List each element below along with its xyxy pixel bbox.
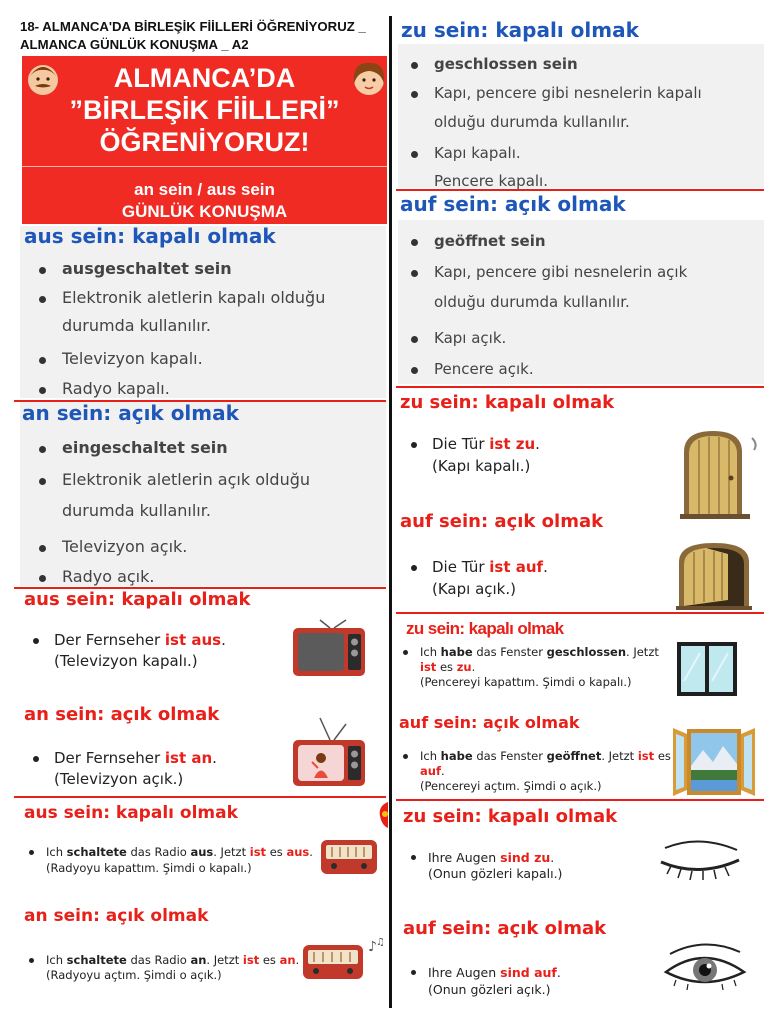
verb-highlight: ist aus	[164, 631, 222, 649]
section-divider	[396, 386, 764, 388]
verb-highlight: ist	[249, 845, 267, 859]
sentence-part: Ich	[420, 645, 438, 659]
bullet-continuation: durumda kullanılır.	[62, 316, 211, 335]
banner-title	[22, 62, 387, 158]
translation: (Kapı açık.)	[432, 580, 516, 598]
bullet-item: Pencere açık.	[434, 360, 534, 378]
section-heading: an sein: açık olmak	[22, 401, 239, 425]
verb-bold: schaltete	[66, 953, 127, 967]
sentence-part: das Radio	[130, 953, 187, 967]
verb-bold: habe	[440, 749, 473, 763]
section-heading: auf sein: açık olmak	[399, 713, 580, 732]
particle-bold: an	[190, 953, 207, 967]
participle-bold: geöffnet	[546, 749, 602, 763]
particle-bold: aus	[190, 845, 214, 859]
verb-highlight: aus	[286, 845, 310, 859]
sentence-part: .	[295, 953, 300, 967]
sentence-part: es	[439, 660, 454, 674]
verb-highlight: auf	[420, 764, 441, 778]
section-heading: auf sein: açık olmak	[400, 192, 626, 216]
radio-off-icon	[320, 838, 378, 876]
sentence-part: es	[657, 749, 671, 763]
bullet-item: Kapı açık.	[434, 329, 507, 347]
sentence-part: .	[543, 558, 548, 576]
open-door-icon	[676, 540, 756, 610]
example-sentence	[420, 645, 670, 675]
example-sentence	[428, 965, 561, 980]
sentence-part: Ihre Augen	[428, 965, 497, 980]
sentence-part: das Fenster	[476, 749, 543, 763]
sentence-part: .	[471, 660, 476, 674]
verb-highlight: ist	[242, 953, 260, 967]
banner-subtitle	[22, 179, 387, 223]
sentence-part: . Jetzt	[213, 845, 247, 859]
sentence-part: es	[269, 845, 283, 859]
sentence-part: .	[556, 965, 561, 980]
closed-window-icon	[676, 641, 738, 697]
translation: (Televizyon kapalı.)	[54, 652, 198, 670]
verb-highlight: sind auf	[500, 965, 557, 980]
sentence-part: das Radio	[130, 845, 187, 859]
sentence-part: Die Tür	[432, 435, 485, 453]
verb-highlight: ist zu	[489, 435, 536, 453]
lesson-banner	[22, 56, 387, 224]
sentence-part: .	[309, 845, 313, 859]
section-heading: aus sein: kapalı olmak	[24, 589, 251, 610]
verb-highlight: sind zu	[500, 850, 551, 865]
column-divider	[389, 16, 392, 1008]
open-eye-icon	[662, 940, 746, 992]
translation: (Pencereyi açtım. Şimdi o açık.)	[420, 779, 602, 793]
translation: (Radyoyu kapattım. Şimdi o kapalı.)	[46, 861, 252, 875]
translation: (Pencereyi kapattım. Şimdi o kapalı.)	[420, 675, 632, 689]
sentence-part: Ihre Augen	[428, 850, 497, 865]
bullet-item: Kapı, pencere gibi nesnelerin açık	[434, 263, 688, 281]
sentence-part: .	[212, 749, 217, 767]
bullet-item: Elektronik aletlerin kapalı olduğu	[62, 288, 326, 307]
banner-separator	[22, 166, 387, 167]
sentence-part: Ich	[420, 749, 438, 763]
section-heading: auf sein: açık olmak	[400, 511, 604, 532]
bullet-item: geschlossen sein	[434, 55, 578, 73]
bullet-item: geöffnet sein	[434, 232, 546, 250]
section-heading: an sein: açık olmak	[24, 906, 209, 926]
sentence-part: .	[221, 631, 226, 649]
participle-bold: geschlossen	[546, 645, 627, 659]
sentence-part: Die Tür	[432, 558, 485, 576]
decorative-sticker-icon	[376, 800, 388, 830]
section-heading: zu sein: kapalı olmak	[401, 18, 639, 42]
section-heading: zu sein: kapalı olmak	[403, 806, 618, 827]
bullet-item: Radyo açık.	[62, 567, 155, 586]
section-heading: aus sein: kapalı olmak	[24, 224, 276, 248]
bullet-continuation: olduğu durumda kullanılır.	[434, 113, 630, 131]
bullet-item: Pencere kapalı.	[434, 172, 548, 189]
bullet-continuation: olduğu durumda kullanılır.	[434, 293, 630, 311]
open-window-icon	[671, 726, 757, 798]
bullet-item: eingeschaltet sein	[62, 438, 228, 457]
section-heading: zu sein: kapalı olmak	[400, 392, 615, 413]
bullet-item: Kapı, pencere gibi nesnelerin kapalı	[434, 84, 702, 102]
sentence-part: Ich	[46, 953, 64, 967]
section-divider	[14, 796, 386, 798]
sentence-part: . Jetzt	[626, 645, 659, 659]
example-sentence	[54, 749, 217, 767]
banner-title-line: ALMANCA’DA	[113, 63, 296, 93]
sentence-part: das Fenster	[476, 645, 543, 659]
sentence-part: Ich	[46, 845, 64, 859]
svg-text:♪: ♪	[368, 939, 377, 955]
definition-background	[20, 402, 386, 586]
section-divider	[396, 189, 764, 191]
verb-highlight: an	[279, 953, 296, 967]
translation: (Onun gözleri kapalı.)	[428, 866, 563, 881]
svg-text:♫: ♫	[376, 937, 385, 948]
example-sentence	[46, 953, 299, 967]
definition-background	[20, 226, 386, 398]
example-sentence	[46, 845, 313, 859]
translation: (Televizyon açık.)	[54, 770, 184, 788]
bullet-continuation: durumda kullanılır.	[62, 501, 211, 520]
translation: (Onun gözleri açık.)	[428, 982, 551, 997]
sentence-part: .	[535, 435, 540, 453]
example-sentence	[54, 631, 226, 649]
section-heading: zu sein: kapalı olmak	[406, 619, 564, 638]
bullet-item: ausgeschaltet sein	[62, 259, 232, 278]
example-sentence	[432, 558, 548, 576]
example-sentence	[432, 435, 540, 453]
verb-highlight: zu	[456, 660, 472, 674]
sentence-part: es	[262, 953, 276, 967]
section-divider	[396, 612, 764, 614]
bullet-item: Televizyon açık.	[62, 537, 188, 556]
section-heading: an sein: açık olmak	[24, 704, 220, 725]
document-title: 18- ALMANCA'DA BİRLEŞİK FİİLLERİ ÖĞRENİYORUZ _ ALMANCA GÜNLÜK KONUŞMA _ A2	[20, 19, 366, 52]
tv-on-icon	[290, 718, 366, 788]
section-divider	[396, 799, 764, 801]
verb-highlight: ist	[420, 660, 437, 674]
section-heading: auf sein: açık olmak	[403, 918, 607, 939]
translation: (Radyoyu açtım. Şimdi o açık.)	[46, 968, 222, 982]
banner-title-line: ÖĞRENİYORUZ!	[99, 127, 310, 157]
verb-highlight: ist auf	[489, 558, 544, 576]
verb-bold: schaltete	[66, 845, 127, 859]
translation: (Kapı kapalı.)	[432, 457, 531, 475]
sentence-part: . Jetzt	[601, 749, 635, 763]
sentence-part: .	[440, 764, 445, 778]
closed-eye-icon	[657, 836, 743, 884]
bullet-item: Elektronik aletlerin açık olduğu	[62, 470, 311, 489]
verb-bold: habe	[440, 645, 473, 659]
tv-off-icon	[290, 620, 366, 678]
banner-title-line: ”BİRLEŞİK FİİLLERİ”	[69, 95, 340, 125]
sentence-part: . Jetzt	[206, 953, 240, 967]
example-sentence	[428, 850, 554, 865]
radio-on-icon	[302, 937, 388, 981]
sentence-part: Der Fernseher	[54, 631, 161, 649]
bullet-item: Kapı kapalı.	[434, 144, 521, 162]
closed-door-icon	[680, 428, 762, 520]
sentence-part: .	[550, 850, 555, 865]
sentence-part: Der Fernseher	[54, 749, 161, 767]
banner-subtitle-line: GÜNLÜK KONUŞMA	[121, 202, 288, 221]
verb-highlight: ist	[637, 749, 655, 763]
bullet-item: Radyo kapalı.	[62, 379, 170, 398]
verb-highlight: ist an	[164, 749, 213, 767]
section-heading: aus sein: kapalı olmak	[24, 803, 238, 823]
example-sentence	[420, 749, 674, 779]
bullet-item: Televizyon kapalı.	[62, 349, 203, 368]
banner-subtitle-line: an sein / aus sein	[134, 180, 275, 199]
